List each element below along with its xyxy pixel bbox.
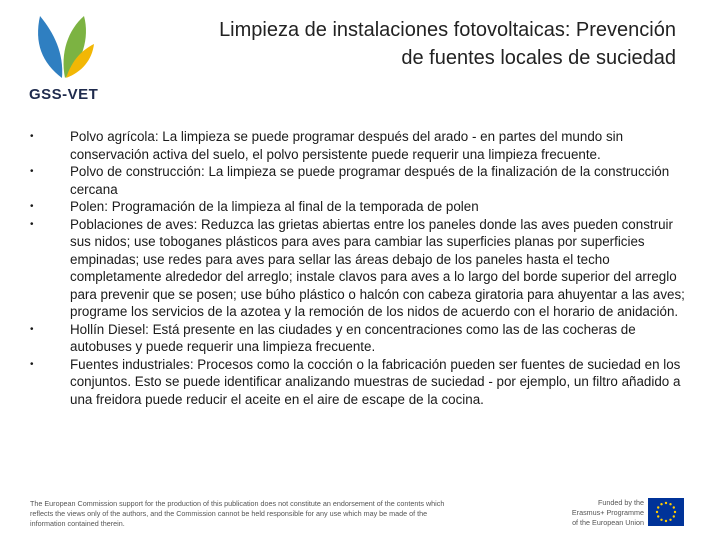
eu-star-icon (657, 515, 659, 517)
bullet-list-container (30, 128, 686, 408)
eu-star-icon (669, 519, 671, 521)
funding-statement (560, 498, 644, 528)
bullet-icon: • (30, 218, 34, 230)
logo-text: GSS-VET (29, 86, 99, 103)
list-item-text: Hollín Diesel: Está presente en las ciudades y en concentraciones como las de las cocheras de autobuses y puede requerir una limpieza frecuente. (70, 321, 636, 354)
bullet-icon: • (30, 323, 34, 335)
funding-line-1: Funded by the (598, 498, 644, 507)
eu-star-icon (673, 515, 675, 517)
list-item (30, 128, 686, 163)
bullet-icon: • (30, 358, 34, 370)
gss-vet-logo (24, 8, 104, 104)
bullet-icon: • (30, 166, 34, 177)
eu-star-icon (674, 511, 676, 513)
page-title (116, 16, 676, 72)
bullet-list (30, 128, 686, 408)
bullet-icon: • (30, 201, 34, 212)
list-item-text: Polen: Programación de la limpieza al final de la temporada de polen (70, 199, 479, 214)
list-item (30, 198, 686, 216)
eu-stars-icon (648, 498, 684, 526)
eu-star-icon (665, 502, 667, 504)
eu-star-icon (673, 506, 675, 508)
list-item (30, 163, 686, 198)
eu-star-icon (657, 506, 659, 508)
bullet-icon: • (30, 131, 34, 142)
eu-star-icon (656, 511, 658, 513)
eu-star-icon (669, 503, 671, 505)
funding-line-3: of the European Union (572, 518, 644, 527)
list-item-text: Fuentes industriales: Procesos como la cocción o la fabricación pueden ser fuentes de suciedad en los conjuntos. Esto se puede identificar analizando muestras de suciedad - por ejemplo, un filtro añadido a una freidora puede reducir el aceite en el aire de escape de la cocina. (70, 356, 681, 407)
list-item-text: Poblaciones de aves: Reduzca las grietas abiertas entre los paneles donde las aves pueden construir sus nidos; use toboganes plásticos para aves para cambiar las superficies planas por superficies empinadas; use redes para aves para sellar las áreas debajo de los paneles hasta el techo completamente alrededor del arreglo; instale clavos para aves a lo largo del borde superior del arreglo para prevenir que se posen; use búho plástico o halcón con cabeza giratoria para ahuyentar a las aves; programe los servicios de la azotea y la remoción de los nidos de acuerdo con el horario de anidación. (70, 216, 685, 319)
eu-star-icon (665, 520, 667, 522)
list-item (30, 356, 686, 409)
list-item-text: Polvo de construcción: La limpieza se puede programar después de la finalización de la construcción cercana (70, 164, 670, 197)
eu-flag-icon (648, 498, 684, 526)
title-line-2: de fuentes locales de suciedad (401, 47, 676, 69)
eu-star-icon (660, 519, 662, 521)
leaf-logo-icon (32, 8, 96, 82)
list-item-text: Polvo agrícola: La limpieza se puede programar después del arado - en partes del mundo sin conservación activa del suelo, el polvo persistente puede requerir una limpieza frecuente. (70, 129, 624, 162)
eu-star-icon (660, 503, 662, 505)
list-item (30, 216, 686, 321)
title-line-1: Limpieza de instalaciones fotovoltaicas: Prevención (219, 19, 676, 41)
funding-line-2: Erasmus+ Programme (571, 508, 644, 517)
list-item (30, 321, 686, 356)
eu-disclaimer: The European Commission support for the production of this publication does not constitute an endorsement of the contents which reflects the views only of the authors, and the Commission cannot be held responsible for any use which may be made of the information contained therein. (30, 499, 445, 528)
